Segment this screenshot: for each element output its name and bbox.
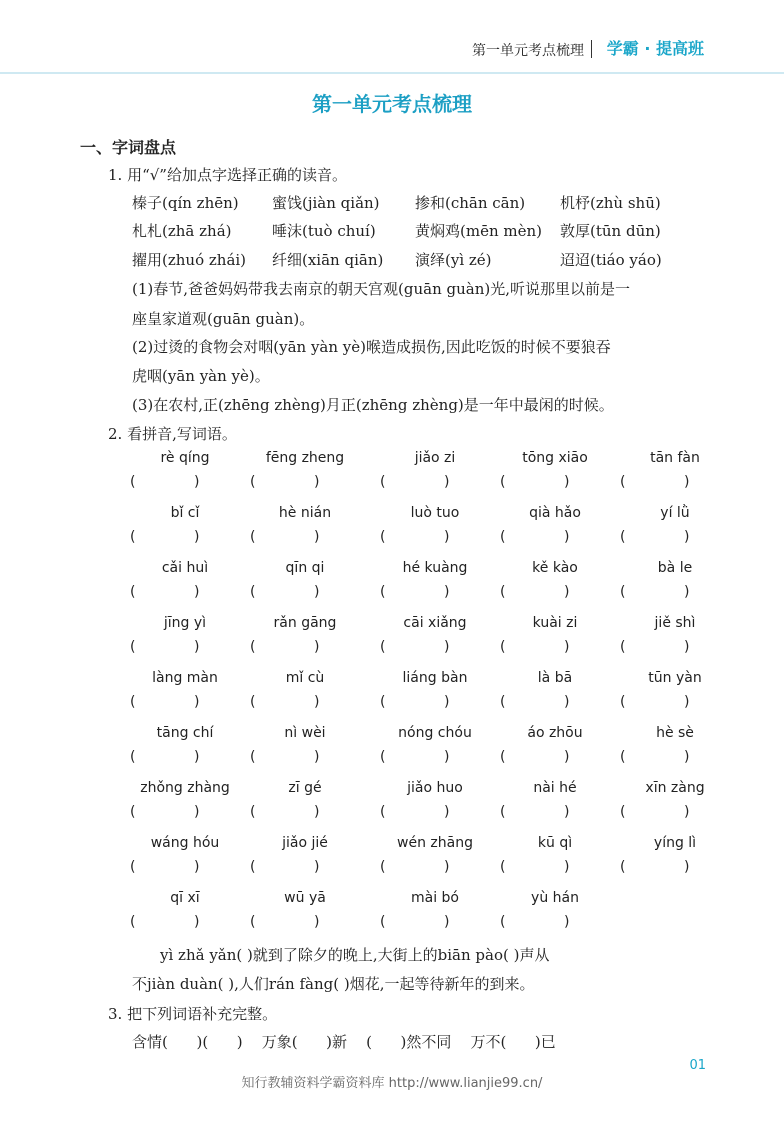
answer-blank[interactable]: ( )	[130, 804, 200, 820]
pinyin-cell	[620, 450, 730, 490]
pinyin-cell	[380, 670, 490, 710]
pinyin-text: yù hán	[531, 890, 579, 906]
pinyin-cell	[620, 780, 730, 820]
answer-blank[interactable]: ( )	[250, 914, 320, 930]
answer-blank[interactable]: ( )	[130, 474, 200, 490]
answer-blank[interactable]: ( )	[380, 694, 450, 710]
pinyin-text: jiǎo jié	[282, 835, 328, 851]
pinyin-cell	[380, 560, 490, 600]
question-3-title: 3. 把下列词语补充完整。	[108, 1005, 278, 1023]
pinyin-cell	[250, 560, 360, 600]
pinyin-row	[130, 450, 700, 510]
answer-blank[interactable]: ( )	[130, 639, 200, 655]
q1-sentence-3: (3)在农村,正(zhēng zhèng)月正(zhēng zhèng)是一年中最闲的时候。	[132, 396, 614, 414]
pinyin-text: mǐ cù	[285, 670, 325, 686]
pinyin-cell	[500, 890, 610, 930]
q1-sentence-2b: 虎咽(yān yàn yè)。	[132, 367, 270, 385]
pinyin-text: tūn yàn	[648, 670, 702, 686]
answer-blank[interactable]: ( )	[620, 859, 690, 875]
answer-blank[interactable]: ( )	[500, 584, 570, 600]
pinyin-text: nài hé	[533, 780, 577, 796]
pinyin-text: hè nián	[278, 505, 332, 521]
answer-blank[interactable]: ( )	[250, 694, 320, 710]
pinyin-cell	[380, 615, 490, 655]
pinyin-cell	[620, 670, 730, 710]
pinyin-text: jiǎo zi	[414, 450, 456, 466]
pinyin-cell	[250, 780, 360, 820]
pinyin-text: qià hǎo	[529, 505, 581, 521]
q1-item: 黄焖鸡(mēn mèn)	[415, 222, 542, 240]
answer-blank[interactable]: ( )	[620, 474, 690, 490]
answer-blank[interactable]: ( )	[380, 529, 450, 545]
answer-blank[interactable]: ( )	[130, 584, 200, 600]
pinyin-row	[130, 835, 700, 895]
answer-blank[interactable]: ( )	[250, 529, 320, 545]
answer-blank[interactable]: ( )	[380, 474, 450, 490]
answer-blank[interactable]: ( )	[380, 914, 450, 930]
pinyin-cell	[250, 835, 360, 875]
pinyin-cell	[620, 505, 730, 545]
pinyin-text: wén zhāng	[397, 835, 473, 851]
pinyin-text: rè qíng	[160, 450, 210, 466]
pinyin-text: zhǒng zhàng	[140, 780, 230, 796]
pinyin-cell	[380, 725, 490, 765]
pinyin-cell	[250, 450, 360, 490]
q2-paragraph-a: yì zhǎ yǎn( )就到了除夕的晚上,大街上的biān pào( )声从	[160, 946, 550, 964]
answer-blank[interactable]: ( )	[620, 529, 690, 545]
pinyin-cell	[500, 725, 610, 765]
pinyin-text: hè sè	[656, 725, 694, 741]
q2-paragraph-b: 不jiàn duàn( ),人们rán fàng( )烟花,一起等待新年的到来。	[132, 975, 535, 993]
pinyin-row	[130, 670, 700, 730]
answer-blank[interactable]: ( )	[500, 474, 570, 490]
q1-row-3	[132, 249, 662, 270]
pinyin-cell	[380, 450, 490, 490]
pinyin-text: cāi xiǎng	[403, 615, 467, 631]
pinyin-text: jīng yì	[163, 615, 207, 631]
pinyin-cell	[130, 505, 240, 545]
footer-watermark: 知行教辅资料学霸资料库 http://www.lianjie99.cn/	[241, 1076, 543, 1091]
pinyin-text: wū yā	[284, 890, 326, 906]
pinyin-text: nì wèi	[284, 725, 326, 741]
pinyin-text: qīn qi	[285, 560, 325, 576]
answer-blank[interactable]: ( )	[250, 474, 320, 490]
pinyin-text: rǎn gāng	[273, 615, 337, 631]
answer-blank[interactable]: ( )	[500, 914, 570, 930]
pinyin-text: là bā	[537, 670, 573, 686]
pinyin-cell	[130, 835, 240, 875]
pinyin-text: kū qì	[537, 835, 573, 851]
section-title: 一、字词盘点	[80, 138, 177, 157]
pinyin-cell	[620, 835, 730, 875]
page-header	[0, 30, 784, 70]
pinyin-cell	[130, 725, 240, 765]
page-title: 第一单元考点梳理	[312, 92, 472, 116]
answer-blank[interactable]: ( )	[130, 694, 200, 710]
answer-blank[interactable]: ( )	[250, 859, 320, 875]
pinyin-text: kuài zi	[532, 615, 578, 631]
pinyin-row	[130, 890, 700, 950]
q1-sentence-1b: 座皇家道观(guān guàn)。	[132, 310, 315, 328]
q1-row-2	[132, 220, 661, 241]
q1-sentence-1a: (1)春节,爸爸妈妈带我去南京的朝天宫观(guān guàn)光,听说那里以前是一	[132, 280, 630, 298]
answer-blank[interactable]: ( )	[380, 584, 450, 600]
pinyin-cell	[130, 450, 240, 490]
pinyin-cell	[500, 670, 610, 710]
answer-blank[interactable]: ( )	[380, 859, 450, 875]
header-separator	[591, 40, 592, 58]
answer-blank[interactable]: ( )	[130, 529, 200, 545]
pinyin-row	[130, 560, 700, 620]
q1-item: 敦厚(tūn dūn)	[560, 222, 661, 240]
q1-item: 纤细(xiān qiān)	[272, 251, 384, 269]
question-1-title: 1. 用“√”给加点字选择正确的读音。	[108, 166, 347, 184]
q1-item: 迢迢(tiáo yáo)	[560, 251, 662, 269]
pinyin-text: jiě shì	[654, 615, 696, 631]
pinyin-cell	[130, 615, 240, 655]
q1-item: 榛子(qín zhēn)	[132, 194, 239, 212]
answer-blank[interactable]: ( )	[250, 584, 320, 600]
pinyin-text: hé kuàng	[402, 560, 468, 576]
pinyin-cell	[500, 505, 610, 545]
pinyin-cell	[250, 505, 360, 545]
q1-sentence-2a: (2)过烫的食物会对咽(yān yàn yè)喉造成损伤,因此吃饭的时候不要狼吞	[132, 338, 611, 356]
pinyin-text: tān fàn	[650, 450, 700, 466]
answer-blank[interactable]: ( )	[130, 914, 200, 930]
answer-blank[interactable]: ( )	[380, 749, 450, 765]
answer-blank[interactable]: ( )	[620, 584, 690, 600]
q1-item: 蜜饯(jiàn qiǎn)	[272, 194, 380, 212]
pinyin-cell	[130, 890, 240, 930]
pinyin-text: wáng hóu	[150, 835, 220, 851]
pinyin-cell	[130, 560, 240, 600]
answer-blank[interactable]: ( )	[250, 639, 320, 655]
pinyin-cell	[620, 560, 730, 600]
pinyin-cell	[380, 780, 490, 820]
pinyin-text: fēng zheng	[265, 450, 345, 466]
answer-blank[interactable]: ( )	[130, 859, 200, 875]
pinyin-row	[130, 780, 705, 840]
answer-blank[interactable]: ( )	[250, 749, 320, 765]
pinyin-cell	[250, 890, 360, 930]
pinyin-cell	[500, 450, 610, 490]
pinyin-text: cǎi huì	[161, 560, 209, 576]
pinyin-text: áo zhōu	[527, 725, 583, 741]
q1-item: 掺和(chān cān)	[415, 194, 526, 212]
pinyin-cell	[500, 835, 610, 875]
pinyin-text: tōng xiāo	[522, 450, 588, 466]
pinyin-text: yíng lì	[653, 835, 697, 851]
pinyin-cell	[380, 505, 490, 545]
answer-blank[interactable]: ( )	[500, 749, 570, 765]
question-2-title: 2. 看拼音,写词语。	[108, 425, 237, 443]
answer-blank[interactable]: ( )	[380, 804, 450, 820]
answer-blank[interactable]: ( )	[500, 859, 570, 875]
answer-blank[interactable]: ( )	[500, 804, 570, 820]
pinyin-text: mài bó	[410, 890, 459, 906]
answer-blank[interactable]: ( )	[620, 749, 690, 765]
pinyin-cell	[130, 670, 240, 710]
answer-blank[interactable]: ( )	[130, 749, 200, 765]
q1-item: 机杼(zhù shū)	[560, 194, 661, 212]
answer-blank[interactable]: ( )	[620, 804, 690, 820]
pinyin-cell	[500, 560, 610, 600]
pinyin-row	[130, 615, 700, 675]
pinyin-text: tāng chí	[156, 725, 214, 741]
pinyin-cell	[130, 780, 240, 820]
answer-blank[interactable]: ( )	[500, 529, 570, 545]
pinyin-cell	[620, 725, 730, 765]
pinyin-text: nóng chóu	[398, 725, 472, 741]
pinyin-text: zī gé	[288, 780, 322, 796]
answer-blank[interactable]: ( )	[380, 639, 450, 655]
pinyin-text: jiǎo huo	[407, 780, 463, 796]
pinyin-text: làng màn	[152, 670, 218, 686]
pinyin-text: qī xī	[170, 890, 200, 906]
pinyin-text: bà le	[657, 560, 693, 576]
answer-blank[interactable]: ( )	[620, 694, 690, 710]
header-brand-logo: 学霸 · 提高班	[606, 39, 704, 58]
answer-blank[interactable]: ( )	[500, 639, 570, 655]
pinyin-row	[130, 725, 700, 785]
pinyin-text: bǐ cǐ	[170, 505, 200, 521]
pinyin-text: yí lǜ	[660, 505, 690, 521]
pinyin-cell	[380, 835, 490, 875]
pinyin-text: xīn zàng	[645, 780, 705, 796]
pinyin-cell	[620, 615, 730, 655]
q1-item: 唾沫(tuò chuí)	[272, 222, 376, 240]
q3-line: 含情( )( ) 万象( )新 ( )然不同 万不( )已	[132, 1033, 556, 1051]
pinyin-row	[130, 505, 700, 565]
header-divider	[0, 72, 784, 74]
pinyin-text: kě kào	[532, 560, 578, 576]
q1-item: 札札(zhā zhá)	[132, 222, 232, 240]
pinyin-cell	[250, 725, 360, 765]
pinyin-cell	[380, 890, 490, 930]
answer-blank[interactable]: ( )	[620, 639, 690, 655]
header-title: 第一单元考点梳理	[472, 43, 584, 59]
pinyin-cell	[250, 615, 360, 655]
pinyin-text: liáng bàn	[402, 670, 468, 686]
page-number: 01	[689, 1058, 706, 1073]
pinyin-cell	[500, 780, 610, 820]
q1-item: 演绎(yì zé)	[415, 251, 492, 269]
answer-blank[interactable]: ( )	[250, 804, 320, 820]
pinyin-cell	[250, 670, 360, 710]
q1-item: 擢用(zhuó zhái)	[132, 251, 247, 269]
pinyin-cell	[500, 615, 610, 655]
pinyin-text: luò tuo	[410, 505, 460, 521]
answer-blank[interactable]: ( )	[500, 694, 570, 710]
q1-row-1	[132, 192, 661, 213]
